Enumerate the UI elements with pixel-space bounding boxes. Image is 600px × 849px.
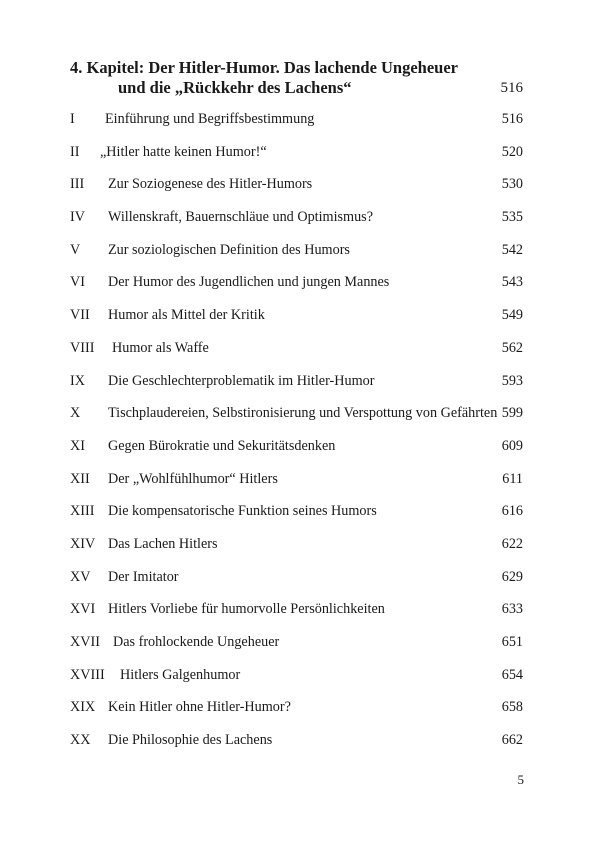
- toc-entry-title: Zur Soziogenese des Hitler-Humors: [108, 176, 313, 193]
- toc-entry: [70, 108, 523, 141]
- toc-entry-title: Das frohlockende Ungeheuer: [113, 634, 280, 650]
- toc-entry-number: I: [70, 111, 75, 127]
- toc-entry-title: Die kompensatorische Funktion seines Humors: [108, 503, 377, 520]
- toc-entry-title: Das Lachen Hitlers: [108, 535, 218, 552]
- toc-entry-title: Der Imitator: [108, 568, 179, 585]
- toc-entry-page: 516: [501, 111, 523, 127]
- toc-entry: [70, 271, 523, 304]
- toc-entry-title: Einführung und Begriffsbestimmung: [105, 111, 315, 127]
- toc-entry-number: XII: [70, 470, 90, 487]
- toc-entry-page: 651: [501, 634, 523, 650]
- toc-entry-page: 658: [501, 699, 523, 716]
- toc-entry-number: XIV: [70, 535, 96, 552]
- chapter-heading: [70, 58, 530, 98]
- footer-page-number: 5: [517, 772, 524, 787]
- toc-entry: [70, 664, 523, 697]
- toc-entry-number: XVII: [70, 634, 100, 650]
- toc-entry-title: Gegen Bürokratie und Sekuritätsdenken: [108, 437, 336, 454]
- toc-entry-number: VI: [70, 274, 85, 291]
- chapter-title-line1: 4. Kapitel: Der Hitler-Humor. Das lachende Ungeheuer: [70, 58, 459, 77]
- toc-entry-page: 593: [501, 372, 523, 389]
- toc-entry: [70, 631, 523, 664]
- toc-entry-page: 535: [501, 209, 523, 226]
- toc-entry: [70, 435, 523, 468]
- toc-entry-number: XIX: [70, 699, 96, 716]
- chapter-page-number: 516: [500, 80, 523, 96]
- toc-entry: [70, 598, 523, 631]
- toc-entry-number: XX: [70, 732, 91, 749]
- toc-entry-number: VIII: [70, 339, 95, 356]
- toc-entry-title: Die Philosophie des Lachens: [108, 732, 273, 749]
- toc-entry-page: 616: [501, 503, 523, 520]
- toc-entry-number: II: [70, 143, 80, 160]
- toc-entry-page: 549: [501, 307, 523, 324]
- toc-entry: [70, 337, 523, 370]
- toc-entry-title: Hitlers Galgenhumor: [120, 666, 241, 683]
- toc-entry-number: VII: [70, 307, 90, 324]
- toc-entry-page: 609: [501, 437, 523, 454]
- toc-entry-title: Tischplaudereien, Selbstironisierung und Verspottung von Gefährten: [108, 405, 498, 422]
- toc-entry: [70, 206, 523, 239]
- toc-entry: [70, 304, 523, 337]
- toc-entry-title: Zur soziologischen Definition des Humors: [108, 241, 350, 258]
- toc-entry: [70, 468, 523, 501]
- toc-entry-number: V: [70, 241, 81, 258]
- toc-entry-page: 542: [501, 241, 523, 258]
- toc-entry-title: Hitlers Vorliebe für humorvolle Persönlichkeiten: [108, 601, 385, 618]
- toc-entry-title: Kein Hitler ohne Hitler-Humor?: [108, 699, 291, 716]
- toc-entry-number: XVIII: [70, 666, 105, 683]
- toc-entry-title: Der „Wohlfühlhumor“ Hitlers: [108, 470, 278, 487]
- toc-entry: [70, 696, 523, 729]
- toc-entry: [70, 729, 523, 762]
- toc-entry-number: X: [70, 405, 81, 422]
- toc-entry-number: XVI: [70, 601, 96, 618]
- toc-entry-page: 520: [501, 143, 523, 160]
- toc-list: [70, 108, 523, 762]
- toc-entry-page: 611: [502, 470, 523, 487]
- toc-entry-page: 599: [501, 405, 523, 422]
- toc-entry-title: Der Humor des Jugendlichen und jungen Mannes: [108, 274, 390, 291]
- chapter-title-line2: und die „Rückkehr des Lachens“: [118, 78, 352, 97]
- toc-entry-page: 530: [501, 176, 523, 193]
- toc-entry-title: Humor als Mittel der Kritik: [108, 307, 265, 324]
- toc-entry: [70, 500, 523, 533]
- toc-entry-page: 654: [501, 666, 523, 683]
- toc-entry-page: 562: [501, 339, 523, 356]
- toc-entry-page: 543: [501, 274, 523, 291]
- toc-entry: [70, 402, 523, 435]
- toc-entry-title: Die Geschlechterproblematik im Hitler-Humor: [108, 372, 375, 389]
- toc-entry-number: XV: [70, 568, 91, 585]
- toc-entry-page: 622: [501, 535, 523, 552]
- toc-entry: [70, 533, 523, 566]
- toc-entry-number: XI: [70, 437, 85, 454]
- toc-entry-title: Humor als Waffe: [112, 339, 209, 356]
- toc-entry-number: XIII: [70, 503, 95, 520]
- toc-entry: [70, 370, 523, 403]
- toc-entry: [70, 239, 523, 272]
- toc-entry-title: „Hitler hatte keinen Humor!“: [100, 143, 267, 160]
- toc-entry-page: 662: [501, 732, 523, 749]
- toc-entry-number: III: [70, 176, 85, 193]
- toc-entry-title: Willenskraft, Bauernschläue und Optimismus?: [108, 209, 373, 226]
- toc-entry: [70, 566, 523, 599]
- toc-entry-number: IV: [70, 209, 85, 226]
- toc-entry-page: 633: [501, 601, 523, 618]
- toc-entry: [70, 173, 523, 206]
- toc-entry-number: IX: [70, 372, 85, 389]
- toc-entry: [70, 141, 523, 174]
- toc-entry-page: 629: [501, 568, 523, 585]
